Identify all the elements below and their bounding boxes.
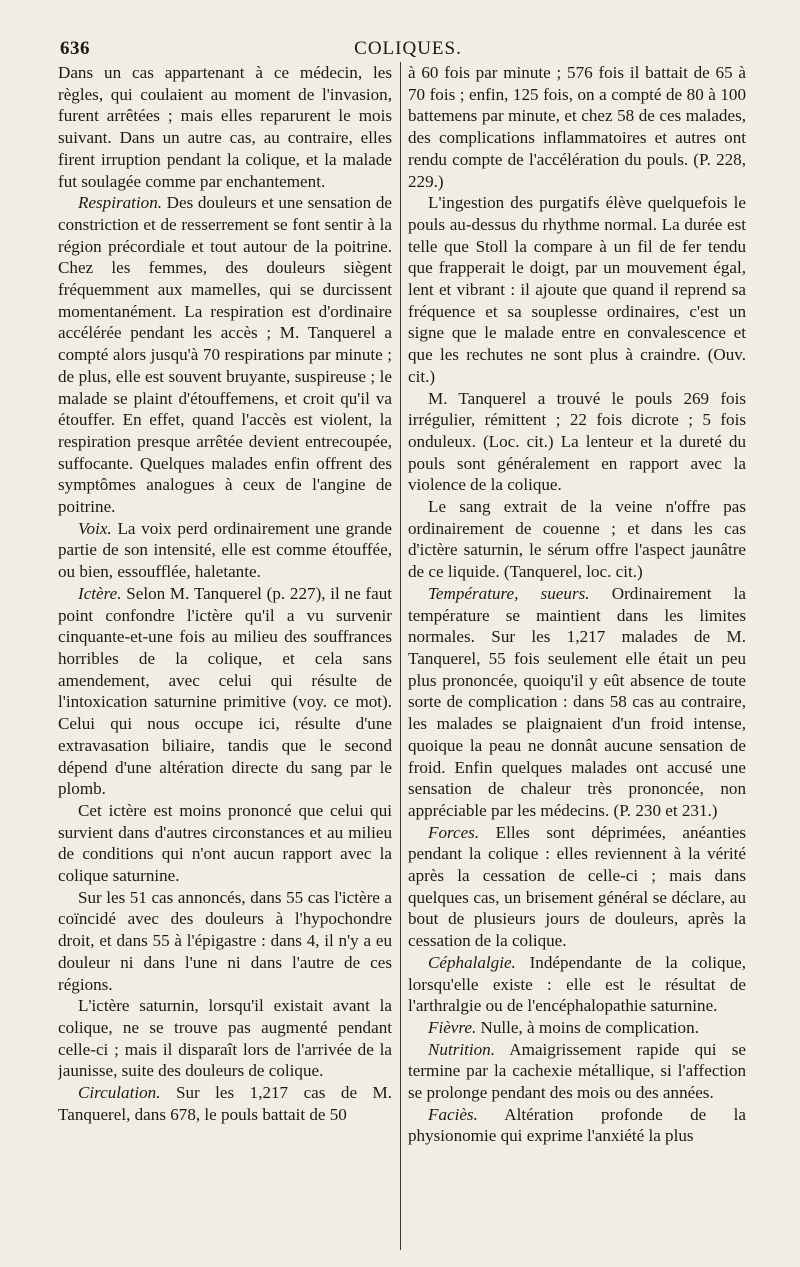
paragraph-text: Altération profonde de la physionomie qui exprime l'anxiété la plus — [408, 1104, 746, 1146]
left-column — [58, 62, 392, 1252]
paragraph-text: Sur les 51 cas annoncés, dans 55 cas l'ictère a coïncidé avec des douleurs à l'hypochondre droit, et dans 55 à l'épigastre : dans 4, il n'y a eu douleur ni dans l'une ni dans l'autre de ces régions. — [58, 887, 392, 994]
paragraph-text: Amaigrissement rapide qui se termine par la cachexie métallique, si l'affection se prolonge pendant des mois ou des années. — [408, 1039, 746, 1103]
paragraph-text: Sur les 1,217 cas de M. Tanquerel, dans 678, le pouls battait de 50 — [58, 1083, 392, 1124]
run-in-heading: Céphalalgie. — [428, 952, 516, 972]
run-in-heading: Ictère. — [78, 583, 122, 603]
page-number: 636 — [60, 38, 90, 59]
run-in-heading: Forces. — [428, 822, 480, 842]
paragraph — [58, 62, 392, 192]
paragraph — [58, 800, 392, 887]
running-head — [56, 34, 760, 62]
run-in-heading: Température, sueurs. — [428, 583, 590, 603]
paragraph-text: M. Tanquerel a trouvé le pouls 269 fois irrégulier, rémittent ; 22 fois dicrote ; 5 fois onduleux. (Loc. cit.) La lenteur et la dureté du pouls sont généralement en rapport avec la violence de la colique. — [408, 388, 746, 495]
paragraph — [408, 822, 746, 952]
run-in-heading: Circulation. — [78, 1083, 161, 1103]
run-in-heading: Fièvre. — [428, 1017, 477, 1037]
right-column — [408, 62, 746, 1252]
paragraph-text: à 60 fois par minute ; 576 fois il battait de 65 à 70 fois ; enfin, 125 fois, on a compté de 80 à 100 battemens par minute, et chez 58 de ces malades, des complications inflammatoires et autres ont rendu compte de l'accélération du pouls. (P. 228, 229.) — [408, 63, 746, 191]
paragraph — [408, 1104, 746, 1147]
paragraph-text: Nulle, à moins de complication. — [476, 1017, 699, 1037]
paragraph — [408, 496, 746, 583]
run-in-heading: Voix. — [78, 518, 112, 538]
paragraph — [408, 62, 746, 192]
paragraph-text: Des douleurs et une sensation de constriction et de resserrement se font sentir à la région précordiale et tout autour de la poitrine. Chez les femmes, des douleurs siègent fréquemment aux mamelles, qui se durcissent momentanément. La respiration est d'ordinaire accélérée pendant les accès ; M. Tanquerel a compté alors jusqu'à 70 respirations par minute ; de plus, elle est souvent bruyante, suspireuse ; le malade se plaint d'étouffemens, et croit qu'il va étouffer. En effet, quand l'accès est violent, la respiration presque arrêtée devient entrecoupée, suffocante. Quelques malades enfin offrent des symptômes analogues à ceux de l'angine de poitrine. — [58, 193, 392, 517]
paragraph-text: Selon M. Tanquerel (p. 227), il ne faut point confondre l'ictère qu'il a vu survenir cinquante-et-une fois au milieu des souffrances horribles de la colique, et cela sans amendement, avec celui qui résulte de l'intoxication saturnine primitive (voy. ce mot). Celui qui nous occupe ici, résulte d'une extravasation biliaire, tandis que le second dépend d'une altération directe du sang par le plomb. — [58, 583, 392, 799]
paragraph-text: Indépendante de la colique, lorsqu'elle existe : elle est le résultat de l'arthralgie ou de l'encéphalopathie saturnine. — [408, 952, 746, 1016]
run-in-heading: Respiration. — [78, 193, 163, 213]
run-in-heading: Faciès. — [428, 1104, 478, 1124]
paragraph — [408, 952, 746, 1017]
paragraph — [408, 388, 746, 497]
paragraph — [58, 1082, 392, 1125]
paragraph-text: Cet ictère est moins prononcé que celui qui survient dans d'autres circonstances et au milieu de conditions qui n'ont aucun rapport avec la colique saturnine. — [58, 800, 392, 886]
paragraph — [58, 887, 392, 996]
paragraph — [408, 1039, 746, 1104]
paragraph-text: La voix perd ordinairement une grande partie de son intensité, elle est comme étouffée, ou bien, essoufflée, haletante. — [58, 518, 392, 582]
paragraph — [58, 192, 392, 518]
paragraph-text: L'ingestion des purgatifs élève quelquefois le pouls au-dessus du rhythme normal. La durée est telle que Stoll la compare à un fil de fer tendu que frapperait le doigt, par un mouvement égal, lent et vibrant : il ajoute que quand il reprend sa fréquence et sa souplesse ordinaires, c'est un signe que le malade entre en convalescence et que les rechutes ne sont plus à craindre. (Ouv. cit.) — [408, 193, 746, 386]
paragraph-text: Ordinairement la température se maintient dans les limites normales. Sur les 1,217 malades de M. Tanquerel, 55 fois seulement elle était un peu plus prononcée, quoiqu'il y eût absence de toute sorte de complication : dans 58 cas au contraire, les malades se plaignaient d'un froid intense, quoique la peau ne donnât aucune sensation de froid. Enfin quelques malades ont accusé une sensation de chaleur très prononcée, non appréciable par les médecins. (P. 230 et 231.) — [408, 583, 746, 820]
paragraph — [58, 995, 392, 1082]
running-title: COLIQUES. — [354, 38, 462, 59]
paragraph — [58, 518, 392, 583]
paragraph — [408, 1017, 746, 1039]
run-in-heading: Nutrition. — [428, 1039, 495, 1059]
paragraph-text: Dans un cas appartenant à ce médecin, les règles, qui coulaient au moment de l'invasion, furent arrêtées ; mais elles reparurent le mois suivant. Dans un autre cas, au contraire, elles firent irruption pendant la colique, et la malade fut soulagée comme par enchantement. — [58, 63, 392, 191]
paragraph-text: L'ictère saturnin, lorsqu'il existait avant la colique, ne se trouve pas augmenté pendant celle-ci ; mais il disparaît lors de l'arrivée de la jaunisse, suite des douleurs de colique. — [58, 996, 392, 1081]
paragraph-text: Elles sont déprimées, anéanties pendant la colique : elles reviennent à la vérité après la cessation de celle-ci ; mais dans quelques cas, un brisement général se déclare, au bout de plusieurs jours de douleurs, après la cessation de la colique. — [408, 822, 746, 951]
paragraph — [408, 192, 746, 387]
column-divider — [400, 62, 401, 1250]
paragraph-text: Le sang extrait de la veine n'offre pas ordinairement de couenne ; et dans les cas d'ictère saturnin, le sérum offre l'aspect jaunâtre de ce liquide. (Tanquerel, loc. cit.) — [408, 497, 746, 582]
paragraph — [408, 583, 746, 822]
paragraph — [58, 583, 392, 800]
text-columns — [58, 62, 756, 1252]
